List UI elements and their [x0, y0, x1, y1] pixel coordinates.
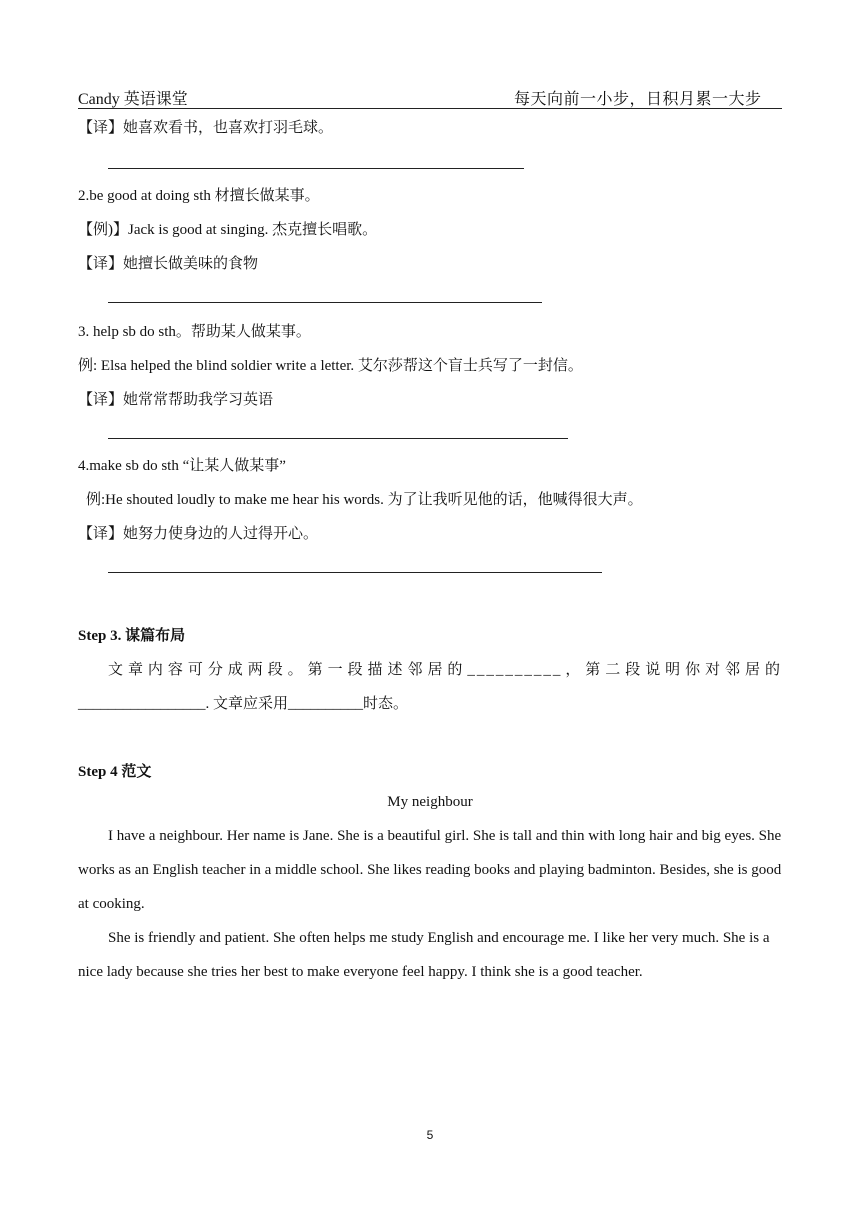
item4-phrase: 4.make sb do sth “让某人做某事” [78, 458, 286, 474]
item2-phrase: 2.be good at doing sth 材擅长做某事。 [78, 188, 320, 204]
step4-heading: Step 4 范文 [78, 764, 152, 780]
item2-example: 【例)】Jack is good at singing. 杰克擅长唱歌。 [78, 222, 378, 238]
item3-translation-prompt: 【译】她常常帮助我学习英语 [78, 392, 274, 408]
page-number: 5 [426, 1128, 434, 1142]
header-left-title: Candy 英语课堂 [78, 91, 188, 108]
model-essay-paragraph-2: She is friendly and patient. She often helps me study English and encourage me. I like her very much. She is a nice lady because she tries her best to make everyone feel happy. I think she is a good teacher. [78, 930, 770, 980]
answer-blank-line-1 [108, 168, 524, 169]
model-essay-paragraph-1: I have a neighbour. Her name is Jane. She is a beautiful girl. She is tall and thin with long hair and big eyes. She works as an English teacher in a middle school. She likes reading books and playing badminton. Besides, she is good at cooking. [78, 828, 782, 912]
answer-blank-line-2 [108, 302, 542, 303]
answer-blank-line-4 [108, 572, 602, 573]
model-essay-title: My neighbour [387, 794, 473, 810]
step3-instruction-line1: 文章内容可分成两段。第一段描述邻居的__________，第二段说明你对邻居的 [108, 662, 782, 678]
item4-example: 例:He shouted loudly to make me hear his words. 为了让我听见他的话，他喊得很大声。 [86, 492, 643, 508]
item3-example: 例: Elsa helped the blind soldier write a letter. 艾尔莎帮这个盲士兵写了一封信。 [78, 358, 583, 374]
item4-translation-prompt: 【译】她努力使身边的人过得开心。 [78, 526, 319, 542]
item2-translation-prompt: 【译】她擅长做美味的食物 [78, 256, 259, 272]
step3-heading: Step 3. 谋篇布局 [78, 628, 186, 644]
step3-instruction-line2: _________________. 文章应采用__________时态。 [78, 696, 409, 712]
header-right-motto: 每天向前一小步，日积月累一大步 [514, 91, 762, 108]
answer-blank-line-3 [108, 438, 568, 439]
item3-phrase: 3. help sb do sth。帮助某人做某事。 [78, 324, 311, 340]
header-divider [78, 108, 782, 109]
item1-translation-prompt: 【译】她喜欢看书，也喜欢打羽毛球。 [78, 120, 334, 136]
